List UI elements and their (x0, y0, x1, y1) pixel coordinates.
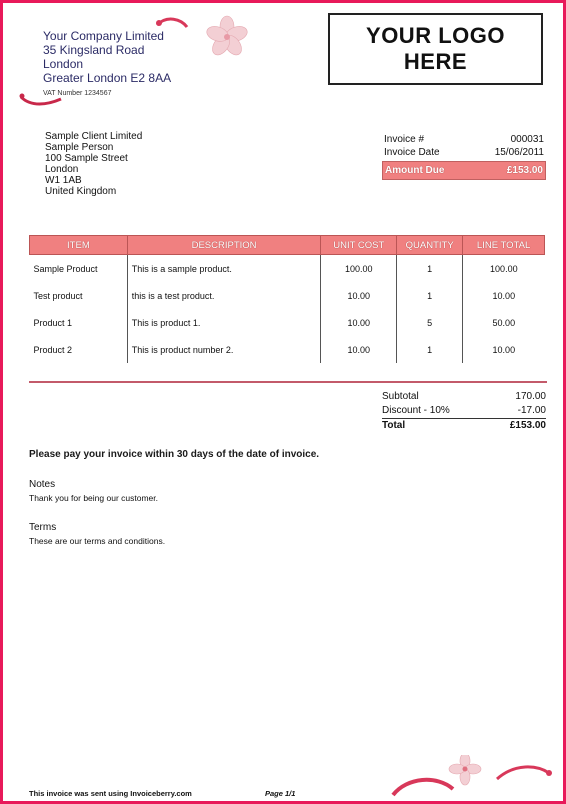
client-address (45, 131, 142, 197)
table-row (30, 309, 545, 336)
footer-sent-text: This invoice was sent using Invoiceberry.com (29, 789, 192, 798)
line-items-table (29, 235, 545, 363)
table-row (30, 282, 545, 309)
company-address (43, 29, 171, 101)
column-header-unit-cost: UNIT COST (321, 236, 397, 255)
invoice-meta (382, 133, 546, 180)
invoice-number-row (382, 133, 546, 146)
invoice-date-label: Invoice Date (384, 147, 440, 158)
subtotal-label: Subtotal (382, 391, 419, 402)
client-line: 100 Sample Street (45, 153, 128, 164)
vat-number: VAT Number 1234567 (43, 90, 112, 97)
logo-text-line: HERE (403, 49, 468, 74)
client-line: London (45, 164, 79, 175)
table-row (30, 336, 545, 363)
company-address-line: Greater London E2 8AA (43, 71, 172, 85)
amount-due-value: £153.00 (506, 165, 543, 176)
payment-note: Please pay your invoice within 30 days of the date of invoice. (29, 449, 320, 460)
page-number: Page 1/1 (265, 789, 296, 798)
unit-cost-cell: 10.00 (321, 336, 397, 363)
unit-cost-cell: 10.00 (321, 309, 397, 336)
floral-swirl-decoration-bottom (387, 755, 557, 803)
client-line: Sample Person (45, 142, 114, 153)
line-total-cell: 10.00 (463, 282, 545, 309)
totals-block (382, 390, 546, 433)
invoice-date-row (382, 146, 546, 159)
description-cell: This is a sample product. (127, 255, 321, 283)
total-row (382, 418, 546, 433)
item-cell: Sample Product (33, 263, 98, 274)
total-value: £153.00 (509, 420, 546, 431)
company-address-line: 35 Kingsland Road (43, 43, 145, 57)
discount-value: -17.00 (517, 405, 546, 416)
client-line: Sample Client Limited (45, 131, 143, 142)
unit-cost-cell: 100.00 (321, 255, 397, 283)
line-total-cell: 50.00 (463, 309, 545, 336)
column-header-description: DESCRIPTION (127, 236, 321, 255)
line-total-cell: 100.00 (463, 255, 545, 283)
logo-text-line: YOUR LOGO (366, 23, 505, 48)
description-cell: this is a test product. (127, 282, 321, 309)
discount-label: Discount - 10% (382, 405, 450, 416)
quantity-cell: 1 (397, 336, 463, 363)
invoice-date-value: 15/06/2011 (494, 147, 544, 158)
client-line: United Kingdom (45, 186, 117, 197)
amount-due-row (382, 161, 546, 180)
subtotal-value: 170.00 (515, 391, 546, 402)
table-row (30, 255, 545, 283)
terms-text: These are our terms and conditions. (29, 536, 166, 546)
table-header-row (30, 236, 545, 255)
company-address-line: London (43, 57, 84, 71)
description-cell: This is product 1. (127, 309, 321, 336)
notes-text: Thank you for being our customer. (29, 493, 158, 503)
amount-due-label: Amount Due (385, 165, 445, 176)
subtotal-row (382, 390, 546, 404)
notes-heading: Notes (29, 479, 56, 490)
line-total-cell: 10.00 (463, 336, 545, 363)
total-label: Total (382, 420, 406, 431)
unit-cost-cell: 10.00 (321, 282, 397, 309)
logo-placeholder (328, 13, 543, 85)
item-cell: Test product (33, 290, 83, 301)
company-name: Your Company Limited (43, 29, 164, 43)
item-cell: Product 2 (33, 344, 73, 355)
column-header-quantity: QUANTITY (397, 236, 463, 255)
description-cell: This is product number 2. (127, 336, 321, 363)
column-header-line-total: LINE TOTAL (463, 236, 545, 255)
invoice-number-label: Invoice # (384, 134, 425, 145)
client-line: W1 1AB (45, 175, 82, 186)
quantity-cell: 1 (397, 282, 463, 309)
divider-rule (29, 381, 547, 383)
invoice-number-value: 000031 (510, 134, 544, 145)
quantity-cell: 1 (397, 255, 463, 283)
quantity-cell: 5 (397, 309, 463, 336)
item-cell: Product 1 (33, 317, 73, 328)
terms-heading: Terms (29, 522, 57, 533)
column-header-item: ITEM (30, 236, 128, 255)
discount-row (382, 404, 546, 418)
